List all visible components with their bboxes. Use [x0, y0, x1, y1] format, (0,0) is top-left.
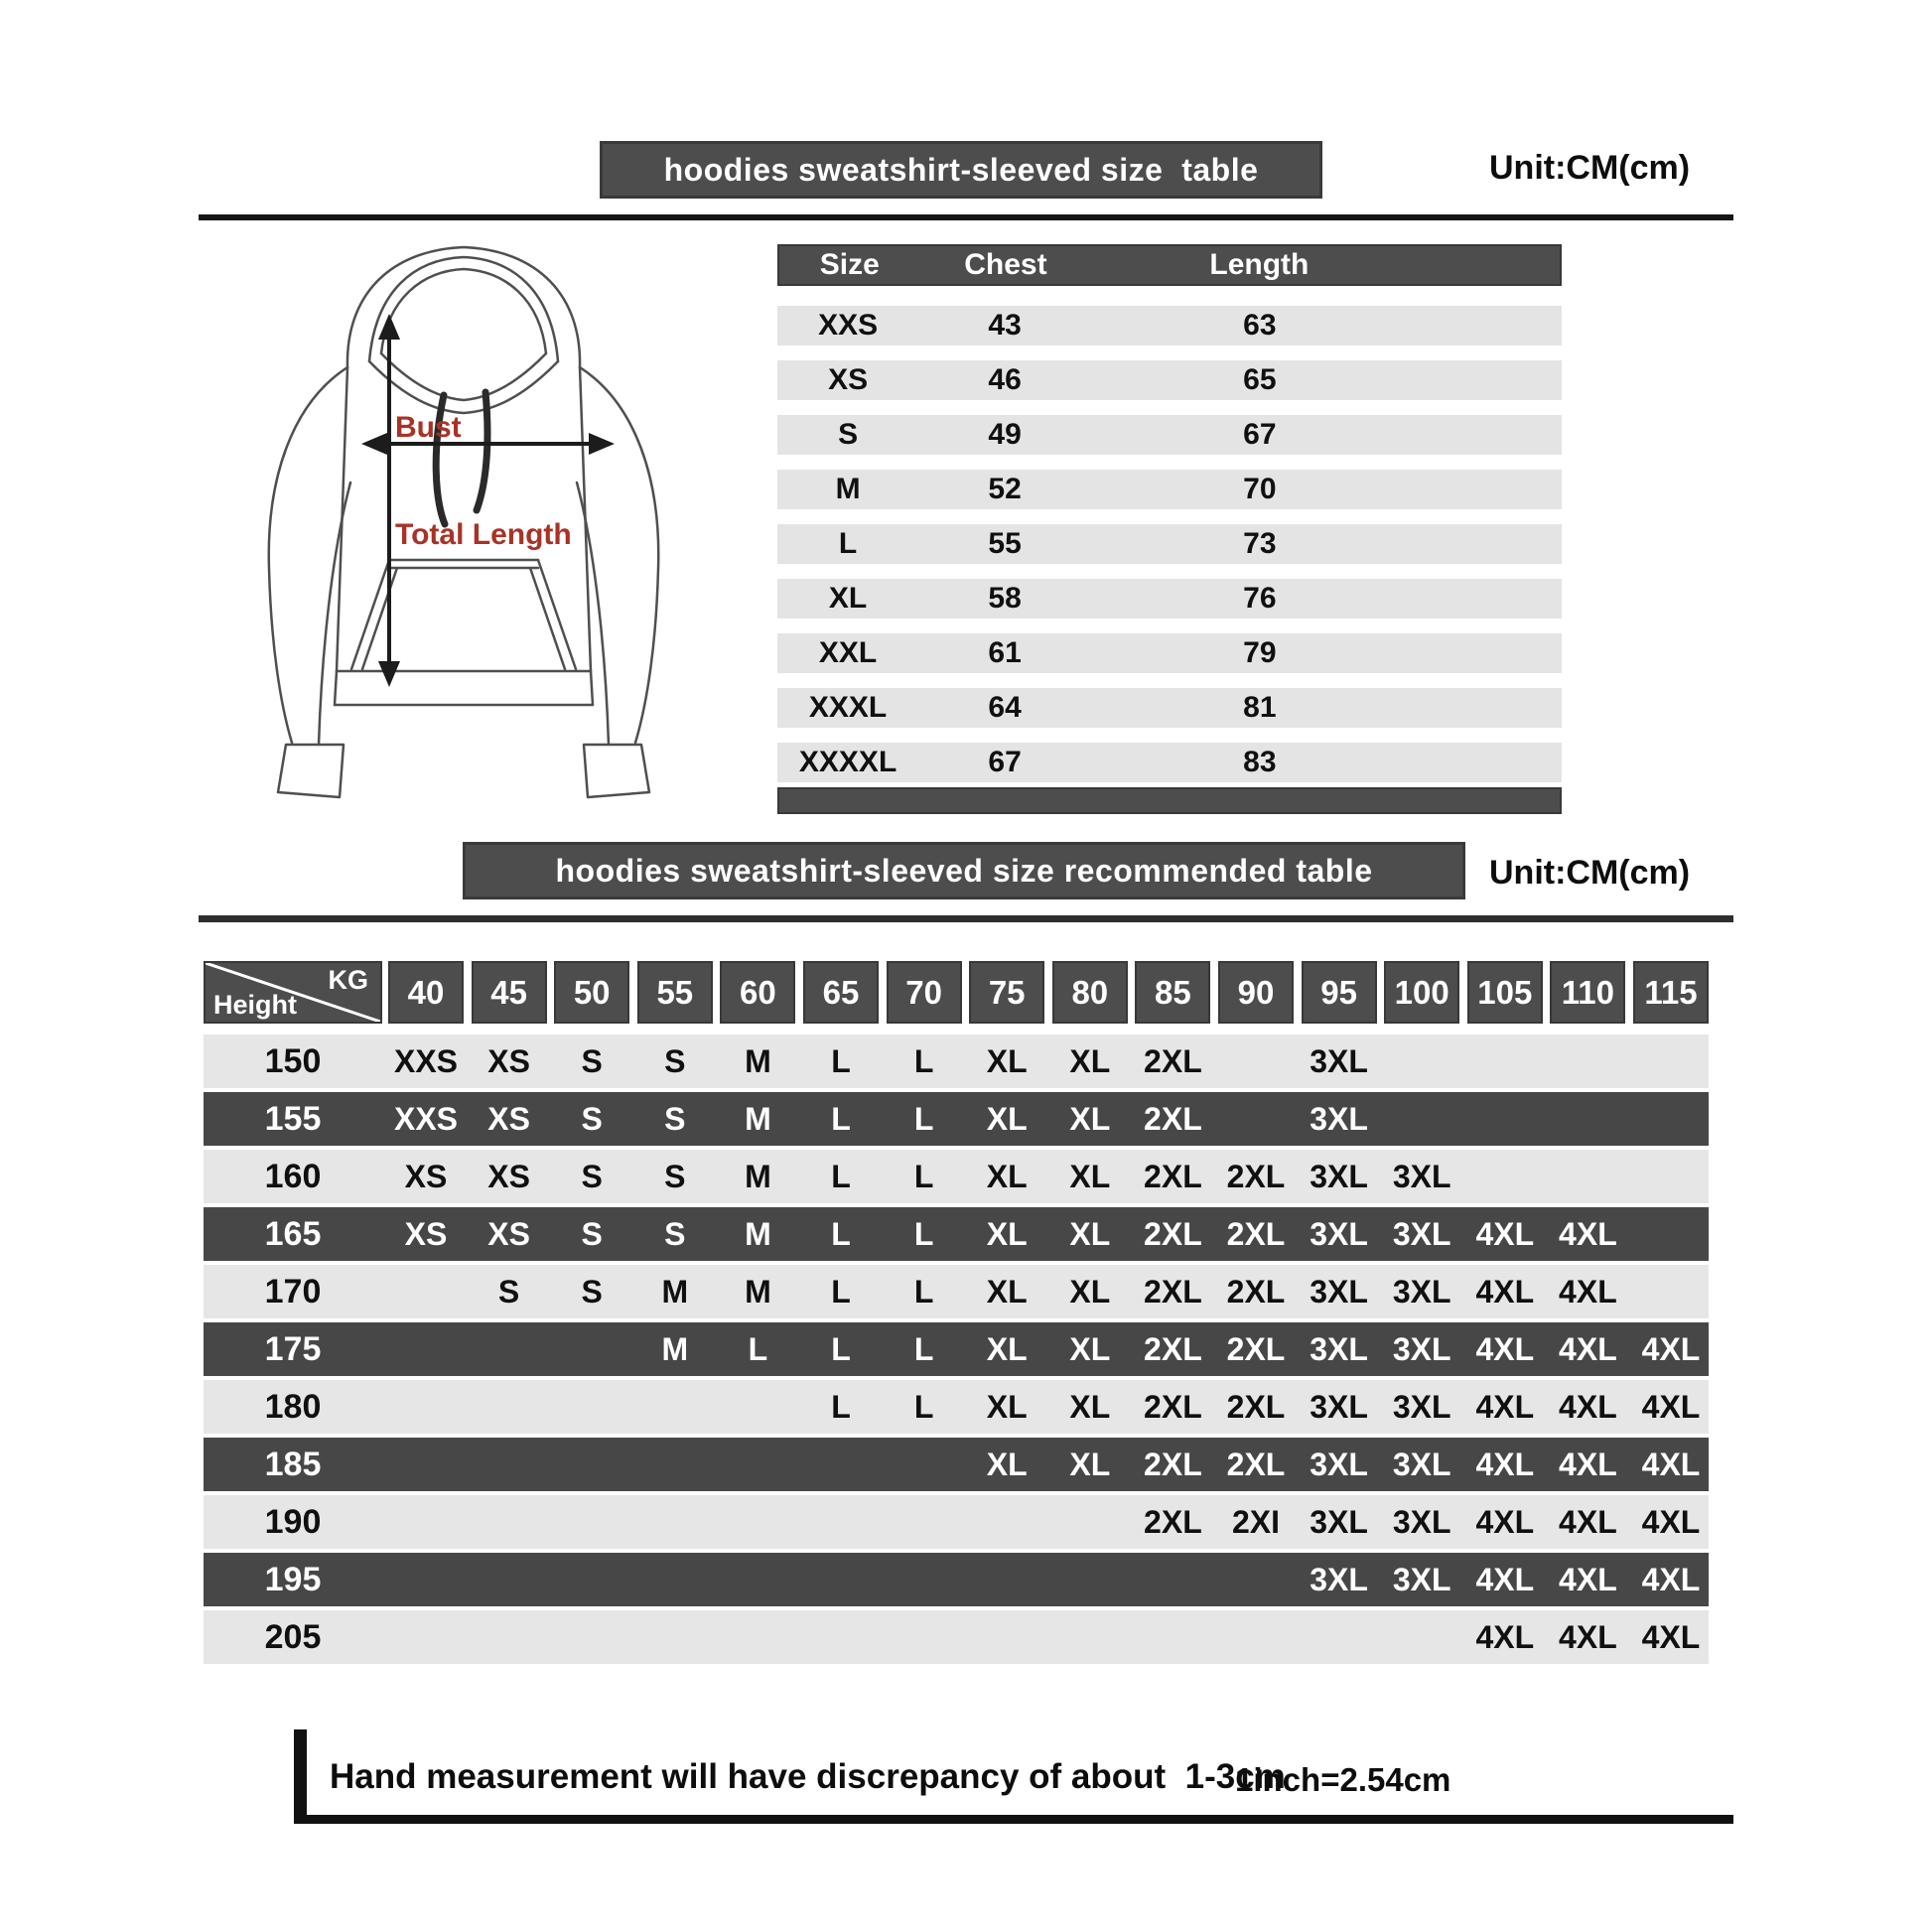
reco-size-cell: 4XL — [1559, 1503, 1617, 1540]
reco-size-cell: XS — [404, 1215, 448, 1252]
reco-size-cell: 3XL — [1392, 1388, 1451, 1425]
divider-line-1 — [199, 214, 1733, 220]
reco-size-cell: L — [831, 1388, 851, 1425]
reco-size-cell: 3XL — [1310, 1388, 1368, 1425]
reco-size-cell: 4XL — [1641, 1561, 1701, 1597]
size-table-row — [777, 415, 1562, 455]
reco-size-cell: 4XL — [1559, 1273, 1617, 1310]
weight-header-cell: 105 — [1467, 961, 1543, 1024]
total-length-label: Total Length — [395, 518, 572, 551]
recommended-size-table — [204, 961, 1709, 1668]
size-table-header — [777, 244, 1562, 286]
reco-size-cell: L — [831, 1215, 851, 1252]
length-cell: 81 — [1243, 691, 1277, 724]
reco-size-cell: XL — [986, 1446, 1028, 1482]
length-cell: 73 — [1243, 527, 1277, 560]
reco-size-cell: 4XL — [1475, 1446, 1535, 1482]
reco-size-cell: XXS — [393, 1100, 459, 1137]
reco-size-cell: 3XL — [1310, 1215, 1368, 1252]
size-cell: L — [838, 527, 858, 560]
size-table — [777, 244, 1562, 815]
reco-size-cell: XL — [986, 1273, 1028, 1310]
reco-size-cell: 4XL — [1475, 1503, 1535, 1540]
reco-size-cell: M — [745, 1042, 771, 1079]
reco-size-cell: XL — [1069, 1388, 1111, 1425]
length-cell: 70 — [1243, 473, 1277, 505]
reco-size-cell: XL — [1069, 1100, 1111, 1137]
chest-cell: 46 — [988, 363, 1022, 396]
chest-cell: 67 — [988, 746, 1022, 778]
reco-size-cell: 2XL — [1226, 1158, 1286, 1194]
size-table-row — [777, 743, 1562, 782]
reco-size-cell: 3XL — [1310, 1503, 1368, 1540]
size-table-row — [777, 579, 1562, 619]
length-cell: 83 — [1243, 746, 1277, 778]
weight-header-cell: 65 — [803, 961, 879, 1024]
size-cell: XS — [828, 363, 869, 396]
size-table-row — [777, 633, 1562, 673]
size-table-row — [777, 306, 1562, 345]
reco-size-cell: S — [497, 1273, 520, 1310]
reco-size-cell: 3XL — [1392, 1561, 1451, 1597]
reco-size-cell: 3XL — [1392, 1446, 1451, 1482]
reco-size-cell: XL — [1069, 1330, 1111, 1367]
size-table-header-cell: Size — [819, 248, 880, 281]
size-table-footer-bar — [777, 787, 1562, 814]
divider-line-2 — [199, 915, 1733, 922]
reco-size-cell: S — [581, 1273, 603, 1310]
reco-size-cell: 3XL — [1310, 1042, 1368, 1079]
reco-size-cell: 4XL — [1559, 1446, 1617, 1482]
reco-size-cell: 2XL — [1144, 1273, 1202, 1310]
reco-size-cell: XL — [986, 1215, 1028, 1252]
reco-size-cell: 4XL — [1641, 1330, 1701, 1367]
reco-size-cell: L — [913, 1215, 934, 1252]
weight-header-cell: 55 — [637, 961, 713, 1024]
reco-size-cell: 2XL — [1226, 1330, 1286, 1367]
reco-row — [204, 1438, 1709, 1491]
reco-row — [204, 1380, 1709, 1434]
reco-size-cell: S — [664, 1100, 686, 1137]
reco-size-cell: 4XL — [1559, 1388, 1617, 1425]
weight-header-cell: 70 — [887, 961, 962, 1024]
height-label: 160 — [264, 1157, 322, 1195]
reco-size-cell: XL — [1069, 1158, 1111, 1194]
note-text: Hand measurement will have discrepancy of about 1-3cm — [330, 1757, 1286, 1796]
reco-size-cell: XL — [1069, 1215, 1111, 1252]
reco-size-cell: L — [913, 1042, 934, 1079]
reco-size-cell: 2XL — [1144, 1100, 1202, 1137]
weight-header-cell: 75 — [969, 961, 1044, 1024]
reco-size-cell: XL — [986, 1042, 1028, 1079]
section2-title: hoodies sweatshirt-sleeved size recommended table — [555, 852, 1373, 889]
section1-title: hoodies sweatshirt-sleeved size table — [663, 151, 1259, 188]
reco-size-cell: 3XL — [1392, 1158, 1451, 1194]
reco-size-cell: S — [664, 1215, 686, 1252]
reco-size-cell: XXS — [393, 1042, 459, 1079]
reco-size-cell: 4XL — [1641, 1388, 1701, 1425]
size-cell: XXS — [818, 309, 879, 342]
chest-cell: 58 — [988, 582, 1022, 615]
reco-size-cell: XL — [1069, 1273, 1111, 1310]
reco-size-cell: XS — [487, 1158, 530, 1194]
reco-size-cell: 4XL — [1641, 1618, 1701, 1655]
reco-size-cell: 2XL — [1144, 1446, 1202, 1482]
reco-size-cell: 3XL — [1310, 1330, 1368, 1367]
weight-header-cell: 85 — [1135, 961, 1210, 1024]
reco-size-cell: 3XL — [1392, 1330, 1451, 1367]
reco-size-cell: XS — [487, 1100, 530, 1137]
size-cell: XXL — [818, 636, 878, 669]
height-label: 155 — [264, 1099, 322, 1138]
section2-title-bar — [463, 842, 1465, 899]
weight-header-cell: 45 — [472, 961, 547, 1024]
height-label: 150 — [264, 1041, 322, 1080]
reco-row — [204, 1322, 1709, 1376]
reco-size-cell: M — [745, 1273, 771, 1310]
weight-header-cell: 100 — [1384, 961, 1459, 1024]
reco-row — [204, 1553, 1709, 1606]
reco-size-cell: 4XL — [1641, 1446, 1701, 1482]
reco-size-cell: L — [831, 1273, 851, 1310]
height-label: 185 — [264, 1445, 322, 1483]
unit-label-2: Unit:CM(cm) — [1489, 854, 1691, 892]
corner-height-label: Height — [213, 990, 297, 1020]
reco-size-cell: 2XL — [1144, 1215, 1202, 1252]
length-cell: 63 — [1243, 309, 1277, 342]
reco-size-cell: 3XL — [1310, 1561, 1368, 1597]
section1-title-bar — [600, 141, 1322, 199]
reco-size-cell: S — [581, 1100, 603, 1137]
conversion-text: 1inch=2.54cm — [1235, 1761, 1451, 1798]
reco-size-cell: L — [831, 1100, 851, 1137]
note-left-bar — [294, 1729, 307, 1819]
unit-label-1: Unit:CM(cm) — [1489, 149, 1691, 187]
reco-size-cell: 2XL — [1226, 1388, 1286, 1425]
reco-size-cell: M — [745, 1215, 771, 1252]
weight-header-cell: 115 — [1633, 961, 1709, 1024]
weight-header-cell: 80 — [1052, 961, 1128, 1024]
length-cell: 76 — [1243, 582, 1277, 615]
reco-size-cell: 4XL — [1475, 1330, 1535, 1367]
length-cell: 67 — [1243, 418, 1277, 451]
height-label: 180 — [264, 1387, 322, 1426]
size-table-header-cell: Length — [1209, 248, 1310, 281]
weight-header-cell: 110 — [1550, 961, 1625, 1024]
length-cell: 65 — [1243, 363, 1277, 396]
size-table-row — [777, 524, 1562, 564]
height-label: 165 — [264, 1214, 322, 1253]
size-cell: XL — [828, 582, 868, 615]
reco-size-cell: 3XL — [1310, 1158, 1368, 1194]
reco-size-cell: 2XL — [1144, 1503, 1202, 1540]
weight-header-cell: 50 — [554, 961, 629, 1024]
reco-size-cell: 2XL — [1144, 1158, 1202, 1194]
size-cell: M — [835, 473, 861, 505]
reco-size-cell: S — [664, 1158, 686, 1194]
reco-size-cell: 3XL — [1392, 1215, 1451, 1252]
reco-size-cell: XL — [986, 1388, 1028, 1425]
size-table-row — [777, 360, 1562, 400]
reco-size-cell: 3XL — [1310, 1273, 1368, 1310]
chest-cell: 43 — [988, 309, 1022, 342]
reco-row — [204, 1150, 1709, 1203]
height-label: 205 — [264, 1617, 322, 1656]
size-cell: XXXXL — [798, 746, 897, 778]
reco-size-cell: L — [748, 1330, 768, 1367]
reco-size-cell: XS — [487, 1215, 530, 1252]
reco-size-cell: L — [913, 1273, 934, 1310]
reco-size-cell: 4XL — [1475, 1273, 1535, 1310]
size-cell: XXXL — [808, 691, 888, 724]
bust-label: Bust — [395, 411, 462, 444]
reco-size-cell: XS — [404, 1158, 448, 1194]
reco-size-cell: 4XL — [1475, 1561, 1535, 1597]
chest-cell: 52 — [988, 473, 1022, 505]
reco-size-cell: XL — [986, 1100, 1028, 1137]
reco-size-cell: 3XL — [1392, 1273, 1451, 1310]
reco-size-cell: 4XL — [1559, 1561, 1617, 1597]
chest-cell: 64 — [988, 691, 1022, 724]
reco-size-cell: S — [664, 1042, 686, 1079]
weight-header-cell: 60 — [720, 961, 795, 1024]
chest-cell: 55 — [988, 527, 1022, 560]
reco-row — [204, 1610, 1709, 1664]
size-cell: S — [838, 418, 859, 451]
reco-size-cell: M — [661, 1273, 689, 1310]
reco-size-cell: 2XL — [1144, 1042, 1202, 1079]
reco-row — [204, 1092, 1709, 1146]
reco-size-cell: L — [913, 1158, 934, 1194]
reco-size-cell: 2XI — [1231, 1503, 1281, 1540]
reco-size-cell: L — [913, 1330, 934, 1367]
reco-size-cell: L — [831, 1042, 851, 1079]
reco-size-cell: XL — [986, 1330, 1028, 1367]
size-table-row — [777, 470, 1562, 509]
reco-size-cell: 4XL — [1475, 1215, 1535, 1252]
reco-row — [204, 1495, 1709, 1549]
reco-size-cell: XL — [1069, 1042, 1111, 1079]
reco-size-cell: 2XL — [1226, 1273, 1286, 1310]
hoodie-diagram — [220, 226, 712, 812]
reco-size-cell: S — [581, 1042, 603, 1079]
chest-cell: 49 — [988, 418, 1022, 451]
reco-size-cell: 2XL — [1144, 1388, 1202, 1425]
reco-size-cell: 2XL — [1226, 1446, 1286, 1482]
corner-kg-label: KG — [328, 965, 368, 995]
reco-row — [204, 1207, 1709, 1261]
reco-size-cell: L — [831, 1330, 851, 1367]
weight-header-cell: 90 — [1218, 961, 1294, 1024]
chest-cell: 61 — [988, 636, 1022, 669]
size-table-header-cell: Chest — [964, 248, 1047, 281]
reco-size-cell: L — [831, 1158, 851, 1194]
reco-size-cell: S — [581, 1215, 603, 1252]
reco-size-cell: 3XL — [1310, 1100, 1368, 1137]
reco-size-cell: 3XL — [1310, 1446, 1368, 1482]
reco-size-cell: XL — [986, 1158, 1028, 1194]
reco-size-cell: 4XL — [1559, 1618, 1617, 1655]
reco-size-cell: 4XL — [1559, 1215, 1617, 1252]
reco-size-cell: 4XL — [1559, 1330, 1617, 1367]
reco-size-cell: 4XL — [1475, 1618, 1535, 1655]
corner-cell — [204, 961, 382, 1024]
reco-size-cell: 4XL — [1641, 1503, 1701, 1540]
reco-row — [204, 1035, 1709, 1088]
height-label: 170 — [264, 1272, 322, 1311]
height-label: 195 — [264, 1560, 322, 1598]
length-cell: 79 — [1243, 636, 1277, 669]
reco-size-cell: XL — [1069, 1446, 1111, 1482]
reco-row — [204, 1265, 1709, 1318]
reco-size-cell: 4XL — [1475, 1388, 1535, 1425]
reco-size-cell: 2XL — [1226, 1215, 1286, 1252]
reco-size-cell: L — [913, 1388, 934, 1425]
weight-header-cell: 40 — [388, 961, 464, 1024]
note-bottom-line — [294, 1815, 1733, 1824]
reco-size-cell: 3XL — [1392, 1503, 1451, 1540]
reco-size-cell: M — [745, 1100, 771, 1137]
height-label: 175 — [264, 1329, 322, 1368]
reco-size-cell: M — [745, 1158, 771, 1194]
reco-size-cell: XS — [487, 1042, 530, 1079]
reco-size-cell: S — [581, 1158, 603, 1194]
reco-size-cell: 2XL — [1144, 1330, 1202, 1367]
reco-size-cell: M — [661, 1330, 689, 1367]
height-label: 190 — [264, 1502, 322, 1541]
size-table-row — [777, 688, 1562, 728]
reco-size-cell: L — [913, 1100, 934, 1137]
weight-header-cell: 95 — [1302, 961, 1377, 1024]
